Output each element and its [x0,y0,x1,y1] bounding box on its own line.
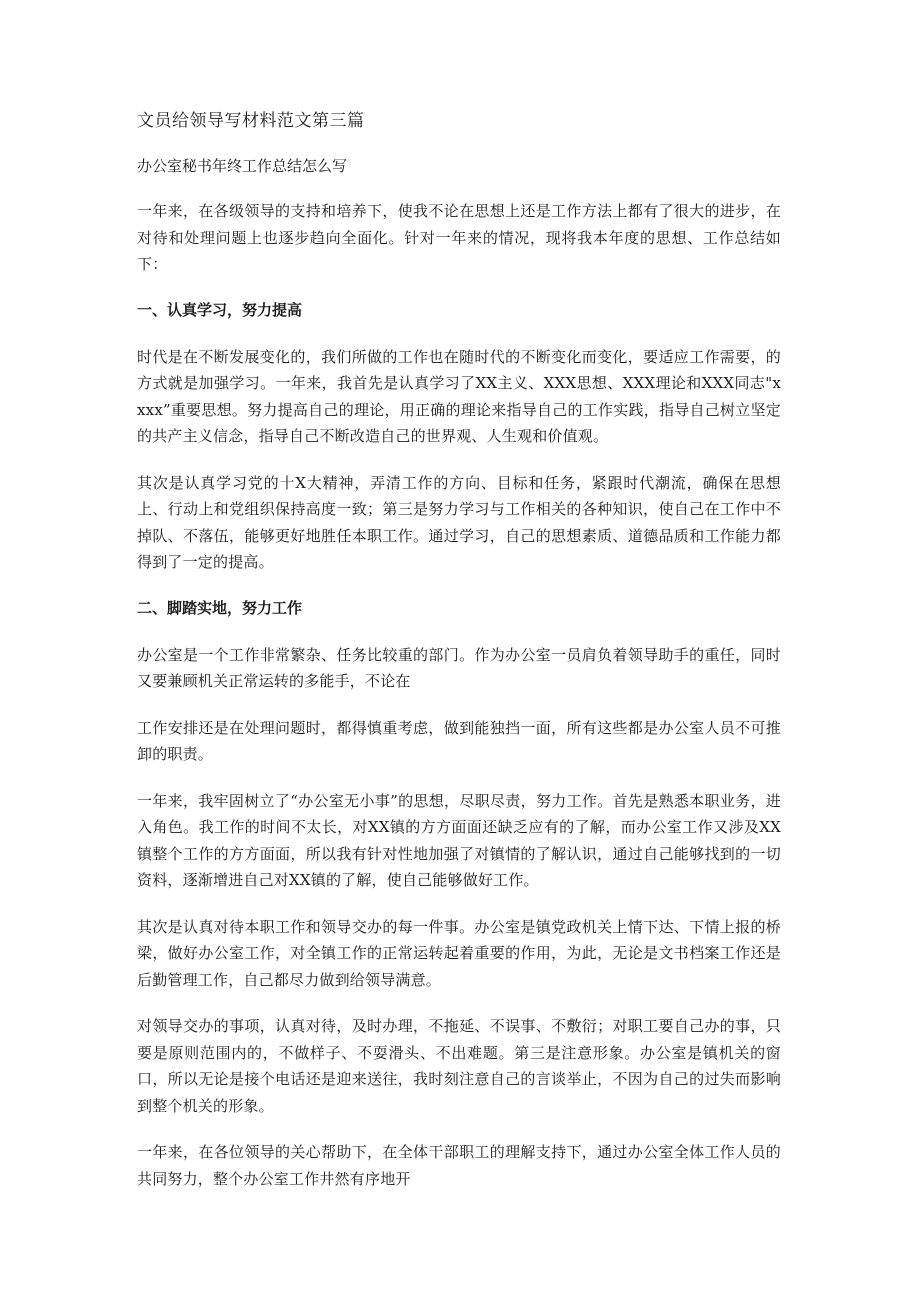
paragraph: 办公室是一个工作非常繁杂、任务比较重的部门。作为办公室一员肩负着领导助手的重任，同时又要兼顾机关正常运转的多能手，不论在 [137,645,781,690]
document-subtitle: 办公室秘书年终工作总结怎么写 [137,157,348,175]
paragraph: 一年来，我牢固树立了“办公室无小事”的思想，尽职尽责，努力工作。首先是熟悉本职业务，进入角色。我工作的时间不太长，对XX镇的方方面面还缺乏应有的了解，而办公室工作又涉及XX镇整个工作的方方面面，所以我有针对性地加强了对镇情的了解认识，通过自己能够找到的一切资料，逐渐增进自己对XX镇的了解，使自己能够做好工作。 [137,791,781,889]
section-heading-work: 二、脚踏实地，努力工作 [137,598,303,617]
document-page [137,108,781,1212]
paragraph: 工作安排还是在处理问题时，都得慎重考虑，做到能独挡一面，所有这些都是办公室人员不可推卸的职责。 [137,718,781,763]
document-title: 文员给领导写材料范文第三篇 [137,111,365,131]
paragraph: 其次是认真对待本职工作和领导交办的每一件事。办公室是镇党政机关上情下达、下情上报的桥梁，做好办公室工作，对全镇工作的正常运转起着重要的作用，为此，无论是文书档案工作还是后勤管理工作，自己都尽力做到给领导满意。 [137,917,781,989]
paragraph: 一年来，在各位领导的关心帮助下，在全体干部职工的理解支持下，通过办公室全体工作人员的共同努力，整个办公室工作井然有序地开 [137,1143,781,1188]
paragraph: 其次是认真学习党的十X大精神，弄清工作的方向、目标和任务，紧跟时代潮流，确保在思想上、行动上和党组织保持高度一致；第三是努力学习与工作相关的各种知识，使自己在工作中不掉队、不落伍，能够更好地胜任本职工作。通过学习，自己的思想素质、道德品质和工作能力都得到了一定的提高。 [137,473,781,571]
paragraph: 时代是在不断发展变化的，我们所做的工作也在随时代的不断变化而变化，要适应工作需要，的方式就是加强学习。一年来，我首先是认真学习了XX主义、XXX思想、XXX理论和XXX同志"xxxx”重要思想。努力提高自己的理论，用正确的理论来指导自己的工作实践，指导自己树立坚定的共产主义信念，指导自己不断改造自己的世界观、人生观和价值观。 [137,347,781,445]
intro-paragraph: 一年来，在各级领导的支持和培养下，使我不论在思想上还是工作方法上都有了很大的进步，在对待和处理问题上也逐步趋向全面化。针对一年来的情况，现将我本年度的思想、工作总结如下： [137,202,781,273]
section-heading-study: 一、认真学习，努力提高 [137,300,303,319]
paragraph: 对领导交办的事项，认真对待，及时办理，不拖延、不误事、不敷衍；对职工要自己办的事，只要是原则范围内的，不做样子、不耍滑头、不出难题。第三是注意形象。办公室是镇机关的窗口，所以无论是接个电话还是迎来送往，我时刻注意自己的言谈举止，不因为自己的过失而影响到整个机关的形象。 [137,1017,781,1115]
